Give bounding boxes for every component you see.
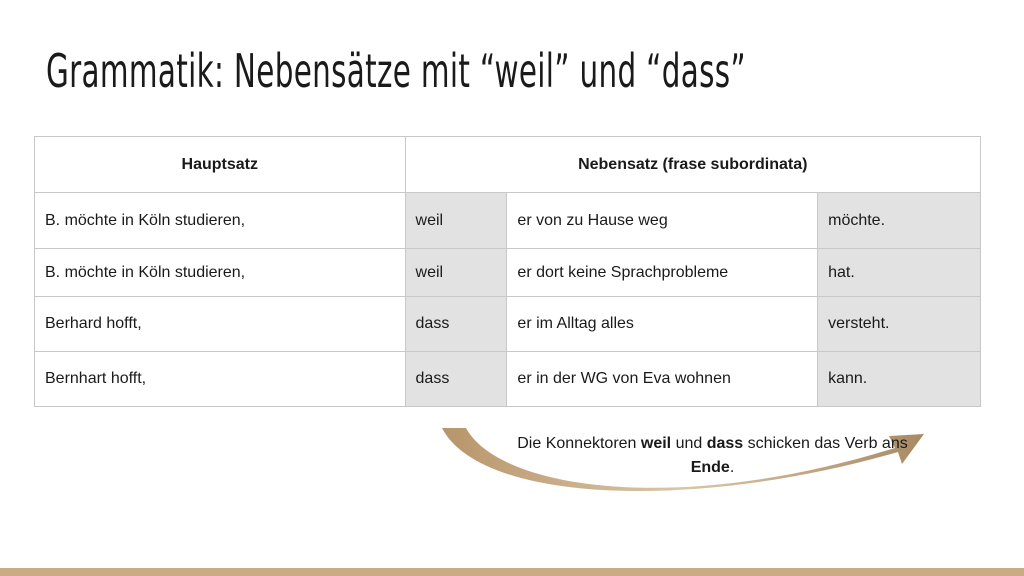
header-nebensatz: Nebensatz (frase subordinata): [405, 137, 980, 193]
main-clause-cell: B. möchte in Köln studieren,: [35, 193, 406, 249]
note-connector-weil: weil: [640, 435, 672, 452]
main-clause-cell: Berhard hofft,: [35, 297, 406, 352]
connector-note: [505, 432, 920, 480]
verb-cell: hat.: [818, 249, 981, 297]
note-text: und: [671, 435, 707, 452]
note-connector-dass: dass: [706, 435, 744, 452]
main-clause-cell: Bernhart hofft,: [35, 352, 406, 407]
note-text: Die Konnektoren: [517, 435, 641, 452]
clause-middle-cell: er dort keine Sprachprobleme: [507, 249, 818, 297]
table-header-row: [35, 137, 981, 193]
footer-bar: [0, 568, 1024, 576]
verb-cell: möchte.: [818, 193, 981, 249]
main-clause-cell: B. möchte in Köln studieren,: [35, 249, 406, 297]
table-row: [35, 249, 981, 297]
clause-middle-cell: er in der WG von Eva wohnen: [507, 352, 818, 407]
note-text: schicken das Verb ans: [743, 435, 908, 452]
header-hauptsatz: Hauptsatz: [35, 137, 406, 193]
table-row: [35, 193, 981, 249]
verb-cell: versteht.: [818, 297, 981, 352]
note-emphasis-ende: Ende: [690, 459, 730, 476]
connector-cell: weil: [405, 249, 507, 297]
slide-title: Grammatik: Nebensätze mit “weil” und “dass”: [46, 44, 746, 98]
grammar-table: [34, 136, 981, 407]
connector-cell: dass: [405, 297, 507, 352]
clause-middle-cell: er von zu Hause weg: [507, 193, 818, 249]
clause-middle-cell: er im Alltag alles: [507, 297, 818, 352]
verb-cell: kann.: [818, 352, 981, 407]
connector-cell: dass: [405, 352, 507, 407]
table-row: [35, 352, 981, 407]
note-text: .: [729, 459, 735, 476]
table-row: [35, 297, 981, 352]
connector-cell: weil: [405, 193, 507, 249]
